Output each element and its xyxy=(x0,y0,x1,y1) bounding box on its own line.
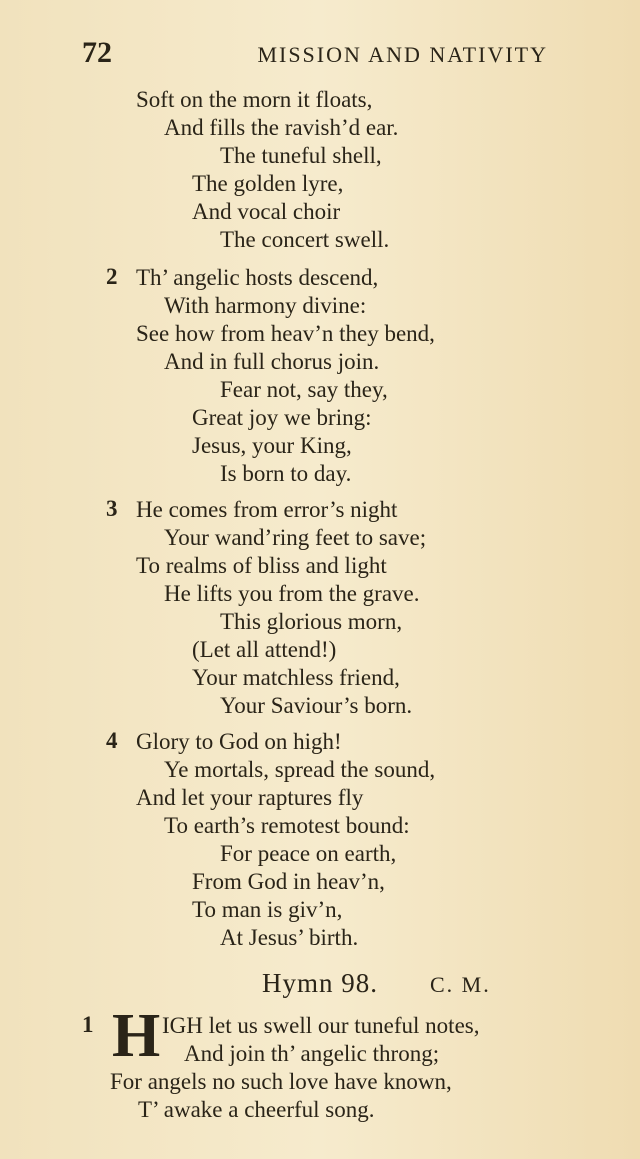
verse-line: For peace on earth, xyxy=(220,841,397,866)
verse-line: To realms of bliss and light xyxy=(136,553,387,578)
verse-line: (Let all attend!) xyxy=(192,637,337,662)
verse-line: Fear not, say they, xyxy=(220,377,388,402)
page-header xyxy=(82,36,548,70)
bleed-through-texture xyxy=(520,140,640,1140)
verse-number: 2 xyxy=(106,264,118,289)
verse-line: Ye mortals, spread the sound, xyxy=(164,757,436,782)
verse-line: The golden lyre, xyxy=(192,171,344,196)
verse-line: For angels no such love have known, xyxy=(110,1069,452,1094)
verse-line: Your wand’ring feet to save; xyxy=(164,525,427,550)
verse-line: See how from heav’n they bend, xyxy=(136,321,435,346)
verse-line: Soft on the morn it floats, xyxy=(136,87,373,112)
verse-line: The concert swell. xyxy=(220,227,390,252)
verse-line: IGH let us swell our tuneful notes, xyxy=(162,1013,480,1038)
verse-line: Your matchless friend, xyxy=(192,665,400,690)
verse-line: T’ awake a cheerful song. xyxy=(138,1097,375,1122)
verse-number: 1 xyxy=(82,1012,94,1037)
verse-line: He lifts you from the grave. xyxy=(164,581,420,606)
page-number: 72 xyxy=(82,36,112,69)
verse-line: Your Saviour’s born. xyxy=(220,693,413,718)
verse-number: 3 xyxy=(106,496,118,521)
verse-line: To earth’s remotest bound: xyxy=(164,813,410,838)
verse-number: 4 xyxy=(106,728,118,753)
verse-line: Jesus, your King, xyxy=(192,433,352,458)
verse-line: To man is giv’n, xyxy=(192,897,343,922)
hymn-meter: C. M. xyxy=(430,972,491,997)
verse-line: Glory to God on high! xyxy=(136,729,342,754)
verse-line: And in full chorus join. xyxy=(164,349,380,374)
verse-line: Great joy we bring: xyxy=(192,405,372,430)
verse-line: He comes from error’s night xyxy=(136,497,398,522)
verse-line: And join th’ angelic throng; xyxy=(184,1041,440,1066)
drop-cap: H xyxy=(112,1002,161,1070)
verse-line: This glorious morn, xyxy=(220,609,403,634)
hymn-title: Hymn 98. xyxy=(262,968,378,998)
section-title: MISSION AND NATIVITY xyxy=(257,42,548,67)
verse-line: Th’ angelic hosts descend, xyxy=(136,265,379,290)
verse-line: From God in heav’n, xyxy=(192,869,385,894)
verse-line: And let your raptures fly xyxy=(136,785,364,810)
verse-line: And vocal choir xyxy=(192,199,341,224)
verse-line: With harmony divine: xyxy=(164,293,367,318)
verse-line: And fills the ravish’d ear. xyxy=(164,115,399,140)
verse-line: At Jesus’ birth. xyxy=(220,925,359,950)
verse-line: Is born to day. xyxy=(220,461,352,486)
verse-line: The tuneful shell, xyxy=(220,143,382,168)
